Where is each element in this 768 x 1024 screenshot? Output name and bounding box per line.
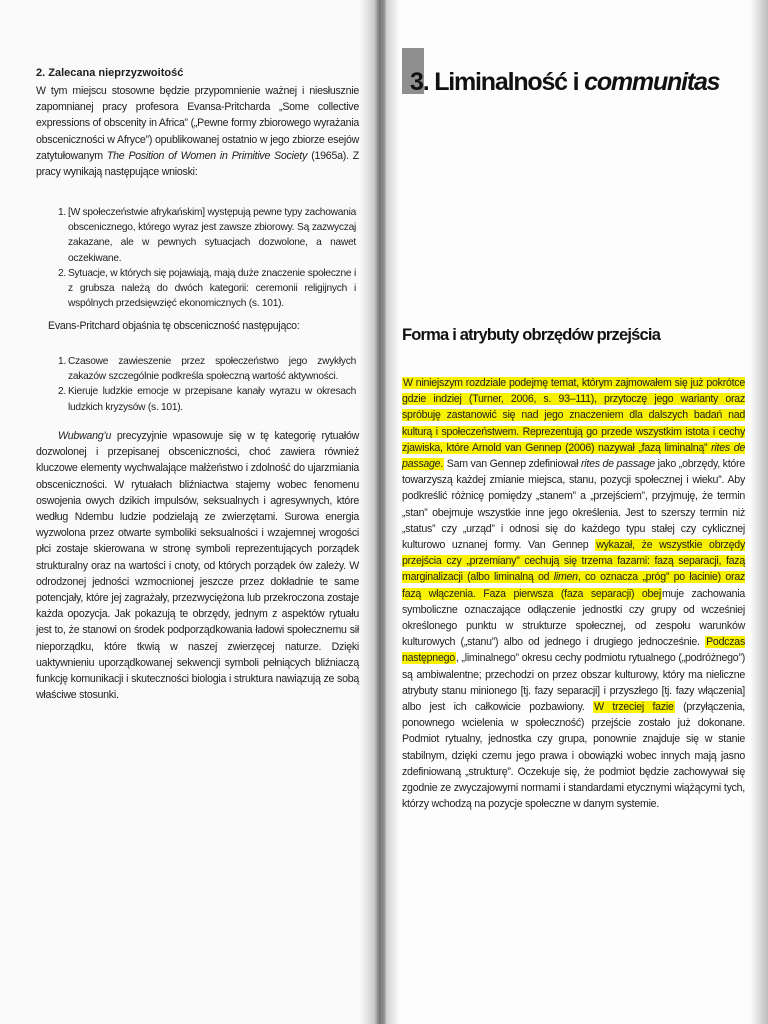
chapter-title-plain: Liminalność i — [434, 68, 585, 96]
body-s1: W niniejszym rozdziale podejmę temat, którym zajmowałem się już pokrótce gdzie indziej (Turner, 2006, s. 93–111), przytoczę jego warianty oraz spróbuję zastanowić się nad jego znaczeniem dla dalszych badań nad kulturą i społeczeństwem. Reprezentują go przede wszystkim istota i cechy zjawiska, które Arnold van Gennep (2006) nazywał „fazą liminalną” — [402, 377, 745, 454]
conclusions-list — [48, 205, 356, 311]
body-s2: Sam van Gennep zdefiniował — [444, 458, 581, 471]
list-item-text: [W społeczeństwie afrykańskim] występują pewne typy zachowania obscenicznego, którego wyraz jest zawsze zbiorowy. Są zazwyczaj zakazane, ale w pewnych sytuacjach dozwolone, a nawet oczekiwane. — [68, 207, 356, 264]
body-s4: muje zachowania symboliczne oznaczające odłączenie jednostki czy grupy od wcześniej określonego punktu w strukturze społecznej, od zespołu warunków kulturowych („stanu”) albo od jednego i drugiego jednocześnie. — [402, 587, 745, 649]
list-item — [48, 205, 356, 266]
highlight-4: W trzeciej fazie — [594, 701, 674, 714]
body-s1-italic: rites de passage — [402, 441, 745, 471]
paragraph-3-text: precyzyjnie wpasowuje się w tę kategorię rytuałów dozwolonej i przepisanej obsceniczności, choć zawiera również kluczowe elementy wychwalające małżeństwo i zdolność do ujarzmiania obsceniczności. W rytuałach bliźniactwa stajemy wobec fenomenu oswojenia owych dzikich impulsów, seksualnych i agresywnych, które według Ndembu ludzie podzielają ze zwierzętami. Surowa energia wyzwolona przez otwarte symboliki seksualności i wzajemnej wrogości płci zostaje skierowana w stronę symboli reprezentujących porządek strukturalny oraz na wartości i cnoty, od których porządek ów zależy. W odrodzonej jedności wzmocnionej jeszcze przez dokładnie te same potencjały, które jej zagrażały, przezwyciężona lub przekroczona zostaje każda opozycja. Jak pokazują te obrzędy, jednym z aspektów rytuału jest to, że stanowi on środek podporządkowania ładowi społecznemu sił nieporządku, które tkwią w naszej zwierzęcej naturze. Dzięki uaktywnieniu uporządkowanej sekwencji symboli pełniących bliźniaczą funkcję komunikacji i skuteczności biologia i struktura nawiązują ze sobą właściwe stosunki. — [36, 430, 359, 702]
paragraph-1-text: W tym miejscu stosowne będzie przypomnienie ważnej i niesłusznie zapomnianej pracy profesora Evansa-Pritcharda „Some collective expressions of obscenity in Africa” („Pewne formy zbiorowego wyrażania obsceniczności w Afryce”) opublikowanej ostatnio w jego zbiorze esejów zatytułowanym — [36, 85, 359, 162]
book-spine-shadow — [360, 0, 400, 1024]
body-s8: (przyłączenia, ponownego wcielenia w społeczność) przejście zostało już dokonane. Podmiot rytualny, jednostka czy grupa, ponownie znajduje się w stanie stabilnym, dzięki czemu jego prawa i obowiązki wobec innych mają jasno zdefiniowaną „strukturę”. Oczekuje się, że podmiot będzie zachowywał się zgodnie ze zwyczajowymi normami i standardami etycznymi wiążącymi tych, którzy wchodzą na pozycje społeczne w danym systemie. — [402, 701, 745, 811]
list-item-text: Czasowe zawieszenie przez społeczeństwo jego zwykłych zakazów szczególnie podkreśla społeczną wartość aktywności. — [68, 356, 356, 383]
body-s3-italic: limen — [553, 571, 578, 584]
list-item-number: 1. — [58, 356, 66, 367]
list-item — [48, 266, 356, 312]
chapter-number: 3. — [410, 68, 429, 96]
page-edge-shadow — [750, 0, 768, 1024]
list-item-text: Kieruje ludzkie emocje w przepisane kanały wyrazu w okresach ludzkich kryzysów (s. 101). — [68, 386, 356, 413]
body-s2-italic: rites de passage — [581, 458, 655, 471]
highlight-3: Podczas następnego — [402, 636, 745, 665]
paragraph-1-book-title: The Position of Women in Primitive Society — [106, 149, 308, 162]
paragraph-1 — [36, 83, 359, 180]
list-item — [48, 354, 356, 384]
section-heading: 2. Zalecana nieprzyzwoitość — [36, 67, 184, 79]
paragraph-3-lead: Wubwang’u — [58, 430, 112, 442]
chapter-title — [410, 68, 719, 97]
list-item-text: Sytuacje, w których się pojawiają, mają duże znaczenie społeczne i z grubsza należą do dwóch kategorii: ceremonii religijnych i wspólnych przedsięwzięć ekonomicznych (s. 101). — [68, 267, 356, 310]
body-text — [402, 375, 745, 812]
subheading: Forma i atrybuty obrzędów przejścia — [402, 326, 661, 344]
left-page — [0, 0, 382, 1024]
body-s6: , „liminalnego” okresu cechy podmiotu rytualnego („podróżnego”) są ambiwalentne; przechodzi on przez obszar kulturowy, który ma nieliczne atrybuty stanu minionego [tj. fazy separacji] i przyszłego [tj. fazy włączenia] albo jest ich całkowicie pozbawiony. — [402, 652, 745, 714]
paragraph-3 — [36, 428, 359, 703]
list-item-number: 1. — [58, 207, 66, 218]
list-item-number: 2. — [58, 386, 66, 398]
body-s2-tail: jako „obrzędy, które towarzyszą każdej zmianie miejsca, stanu, pozycji społecznej i wieku”. Aby podkreślić różnicę pomiędzy „stanem” a „przejściem”, przyjmuję, że termin „stan” obejmuje wszystkie inne jego określenia. Jest to szerszy termin niż „status” czy „urząd” i odnosi się do każdego typu stałej czy cyklicznej kulturowo uznanej formy. Van Gennep — [402, 458, 745, 552]
explanation-list — [48, 354, 356, 415]
paragraph-2: Evans-Pritchard objaśnia tę obsceniczność następująco: — [48, 320, 300, 332]
right-page — [386, 0, 768, 1024]
body-s3-tail: , co oznacza „próg” po łacinie) oraz fazą włączenia. Faza pierwsza (faza separacji) obej — [402, 571, 746, 600]
chapter-title-italic: communitas — [584, 68, 720, 96]
body-s1-end: . — [440, 458, 444, 471]
paragraph-1-tail: (1965a). Z pracy wynikają następujące wnioski: — [36, 149, 359, 179]
body-s3: wykazał, że wszystkie obrzędy przejścia czy „przemiany” cechują się trzema fazami: fazą separacji, fazą marginalizacji (albo liminalną od — [402, 539, 745, 584]
highlight-1 — [402, 377, 745, 470]
list-item — [48, 384, 356, 414]
list-item-number: 2. — [58, 267, 66, 279]
